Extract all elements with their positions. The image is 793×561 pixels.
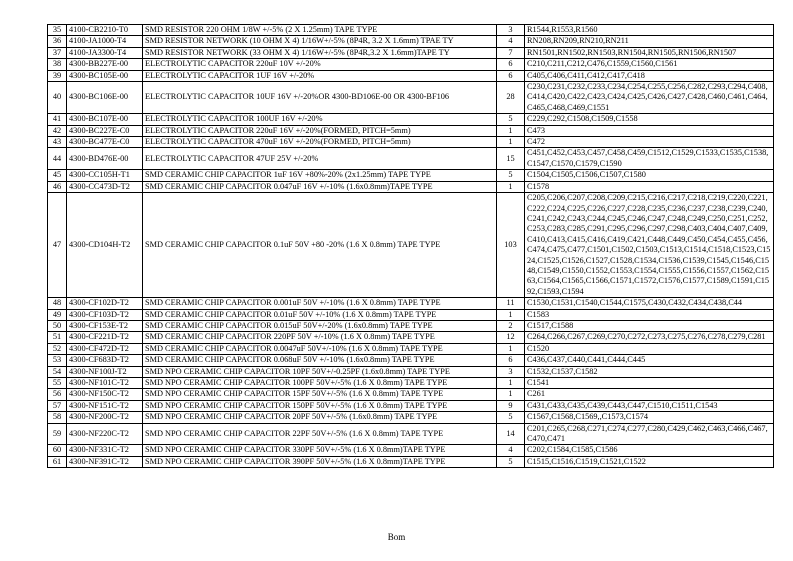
table-row bbox=[48, 298, 774, 309]
table-row bbox=[48, 320, 774, 331]
reference-designators-cell: C1567,C1568,C1569,,C1573,C1574 bbox=[525, 412, 774, 423]
table-row bbox=[48, 137, 774, 148]
table-row bbox=[48, 70, 774, 81]
description-cell: SMD NPO CERAMIC CHIP CAPACITOR 22PF 50V+/-5% (1.6 X 0.8mm) TAPE TYPE bbox=[143, 423, 497, 445]
reference-designators-cell: C1530,C1531,C1540,C1544,C1575,C430,C432,C434,C438,C44 bbox=[525, 298, 774, 309]
reference-designators-cell: C472 bbox=[525, 137, 774, 148]
item-number-cell: 48 bbox=[48, 298, 67, 309]
quantity-cell: 1 bbox=[497, 181, 525, 192]
table-row bbox=[48, 366, 774, 377]
description-cell: SMD NPO CERAMIC CHIP CAPACITOR 10PF 50V+/-0.25PF (1.6x0.8mm) TAPE TYPE bbox=[143, 366, 497, 377]
reference-designators-cell: C205,C206,C207,C208,C209,C215,C216,C217,C218,C219,C220,C221,C222,C224,C225,C226,C227,C228,C235,C236,C237,C238,C239,C240,C241,C242,C243,C244,C245,C246,C247,C248,C249,C250,C251,C252,C253,C283,C285,C291,C295,C296,C297,C298,C403,C404,C407,C409,C410,C413,C415,C416,C419,C421,C448,C449,C450,C454,C455,C456,C474,C475,C477,C1501,C1502,C1503,C1513,C1514,C1518,C1523,C1524,C1525,C1526,C1527,C1528,C1534,C1536,C1539,C1545,C1546,C1548,C1549,C1550,C1552,C1553,C1554,C1555,C1556,C1557,C1562,C1563,C1564,C1565,C1566,C1571,C1572,C1576,C1577,C1589,C1591,C1592,C1593,C1594 bbox=[525, 193, 774, 298]
page-footer: Bom bbox=[387, 532, 406, 542]
table-row bbox=[48, 389, 774, 400]
reference-designators-cell: C1583 bbox=[525, 309, 774, 320]
item-number-cell: 59 bbox=[48, 423, 67, 445]
reference-designators-cell: C451,C452,C453,C457,C458,C459,C1512,C1529,C1533,C1535,C1538,C1547,C1570,C1579,C1590 bbox=[525, 148, 774, 170]
description-cell: SMD CERAMIC CHIP CAPACITOR 220PF 50V +/-10% (1.6 X 0.8mm) TAPE TYPE bbox=[143, 332, 497, 343]
quantity-cell: 9 bbox=[497, 400, 525, 411]
description-cell: SMD CERAMIC CHIP CAPACITOR 0.068uF 50V +/-10% (1.6x0.8mm) TAPE TYPE bbox=[143, 355, 497, 366]
table-row bbox=[48, 355, 774, 366]
item-number-cell: 50 bbox=[48, 320, 67, 331]
table-row bbox=[48, 25, 774, 36]
quantity-cell: 12 bbox=[497, 332, 525, 343]
table-row bbox=[48, 47, 774, 58]
bom-table bbox=[47, 24, 774, 468]
quantity-cell: 28 bbox=[497, 82, 525, 114]
quantity-cell: 4 bbox=[497, 36, 525, 47]
quantity-cell: 11 bbox=[497, 298, 525, 309]
item-number-cell: 49 bbox=[48, 309, 67, 320]
quantity-cell: 2 bbox=[497, 320, 525, 331]
table-row bbox=[48, 170, 774, 181]
part-number-cell: 4300-NF151C-T2 bbox=[67, 400, 143, 411]
reference-designators-cell: C230,C231,C232,C233,C234,C254,C255,C256,C282,C293,C294,C408,C414,C420,C422,C423,C424,C425,C426,C427,C428,C460,C461,C464,C465,C468,C469,C1551 bbox=[525, 82, 774, 114]
description-cell: SMD CERAMIC CHIP CAPACITOR 1uF 16V +80%-20% (2x1.25mm) TAPE TYPE bbox=[143, 170, 497, 181]
description-cell: SMD CERAMIC CHIP CAPACITOR 0.047uF 16V +/-10% (1.6x0.8mm)TAPE TYPE bbox=[143, 181, 497, 192]
part-number-cell: 4300-CF221D-T2 bbox=[67, 332, 143, 343]
item-number-cell: 56 bbox=[48, 389, 67, 400]
description-cell: ELECTROLYTIC CAPACITOR 10UF 16V +/-20%OR 4300-BD106E-00 OR 4300-BF106 bbox=[143, 82, 497, 114]
description-cell: SMD CERAMIC CHIP CAPACITOR 0.0047uF 50V+/-10% (1.6 X 0.8mm) TAPE TYPE bbox=[143, 343, 497, 354]
part-number-cell: 4300-CF103D-T2 bbox=[67, 309, 143, 320]
description-cell: SMD CERAMIC CHIP CAPACITOR 0.1uF 50V +80 -20% (1.6 X 0.8mm) TAPE TYPE bbox=[143, 193, 497, 298]
item-number-cell: 53 bbox=[48, 355, 67, 366]
part-number-cell: 4300-BB227E-00 bbox=[67, 59, 143, 70]
reference-designators-cell: C264,C266,C267,C269,C270,C272,C273,C275,C276,C278,C279,C281 bbox=[525, 332, 774, 343]
part-number-cell: 4300-NF200C-T2 bbox=[67, 412, 143, 423]
description-cell: SMD RESISTOR NETWORK (10 OHM X 4) 1/16W+/-5% (8P4R, 3.2 X 1.6mm) TPAE TY bbox=[143, 36, 497, 47]
reference-designators-cell: C436,C437,C440,C441,C444,C445 bbox=[525, 355, 774, 366]
table-row bbox=[48, 400, 774, 411]
table-row bbox=[48, 59, 774, 70]
quantity-cell: 6 bbox=[497, 70, 525, 81]
table-row bbox=[48, 332, 774, 343]
item-number-cell: 43 bbox=[48, 137, 67, 148]
item-number-cell: 44 bbox=[48, 148, 67, 170]
item-number-cell: 38 bbox=[48, 59, 67, 70]
description-cell: ELECTROLYTIC CAPACITOR 220uF 10V +/-20% bbox=[143, 59, 497, 70]
description-cell: SMD NPO CERAMIC CHIP CAPACITOR 15PF 50V+/-5% (1.6 X 0.8mm) TAPE TYPE bbox=[143, 389, 497, 400]
quantity-cell: 3 bbox=[497, 25, 525, 36]
reference-designators-cell: C1532,C1537,C1582 bbox=[525, 366, 774, 377]
table-row bbox=[48, 412, 774, 423]
part-number-cell: 4300-BC106E-00 bbox=[67, 82, 143, 114]
item-number-cell: 47 bbox=[48, 193, 67, 298]
quantity-cell: 5 bbox=[497, 412, 525, 423]
part-number-cell: 4300-BD476E-00 bbox=[67, 148, 143, 170]
table-row bbox=[48, 148, 774, 170]
part-number-cell: 4300-BC477E-C0 bbox=[67, 137, 143, 148]
description-cell: ELECTROLYTIC CAPACITOR 47UF 25V +/-20% bbox=[143, 148, 497, 170]
description-cell: ELECTROLYTIC CAPACITOR 220uF 16V +/-20%(FORMED, PITCH=5mm) bbox=[143, 125, 497, 136]
reference-designators-cell: C431,C433,C435,C439,C443,C447,C1510,C1511,C1543 bbox=[525, 400, 774, 411]
part-number-cell: 4300-NF331C-T2 bbox=[67, 445, 143, 456]
quantity-cell: 7 bbox=[497, 47, 525, 58]
part-number-cell: 4300-NF101C-T2 bbox=[67, 378, 143, 389]
table-row bbox=[48, 193, 774, 298]
reference-designators-cell: R1544,R1553,R1560 bbox=[525, 25, 774, 36]
reference-designators-cell: C1541 bbox=[525, 378, 774, 389]
item-number-cell: 58 bbox=[48, 412, 67, 423]
reference-designators-cell: C261 bbox=[525, 389, 774, 400]
item-number-cell: 46 bbox=[48, 181, 67, 192]
item-number-cell: 40 bbox=[48, 82, 67, 114]
part-number-cell: 4300-CF153E-T2 bbox=[67, 320, 143, 331]
description-cell: SMD RESISTOR NETWORK (33 OHM X 4) 1/16W+/-5% (8P4R,3.2 X 1.6mm)TAPE TY bbox=[143, 47, 497, 58]
table-row bbox=[48, 309, 774, 320]
table-row bbox=[48, 125, 774, 136]
part-number-cell: 4300-CC105H-T1 bbox=[67, 170, 143, 181]
part-number-cell: 4300-NF150C-T2 bbox=[67, 389, 143, 400]
quantity-cell: 5 bbox=[497, 114, 525, 125]
quantity-cell: 4 bbox=[497, 445, 525, 456]
part-number-cell: 4300-NF100J-T2 bbox=[67, 366, 143, 377]
quantity-cell: 1 bbox=[497, 343, 525, 354]
quantity-cell: 1 bbox=[497, 389, 525, 400]
quantity-cell: 15 bbox=[497, 148, 525, 170]
description-cell: ELECTROLYTIC CAPACITOR 100UF 16V +/-20% bbox=[143, 114, 497, 125]
description-cell: SMD CERAMIC CHIP CAPACITOR 0.001uF 50V +/-10% (1.6 X 0.8mm) TAPE TYPE bbox=[143, 298, 497, 309]
reference-designators-cell: C1515,C1516,C1519,C1521,C1522 bbox=[525, 456, 774, 467]
part-number-cell: 4300-CF683D-T2 bbox=[67, 355, 143, 366]
reference-designators-cell: C405,C406,C411,C412,C417,C418 bbox=[525, 70, 774, 81]
description-cell: SMD NPO CERAMIC CHIP CAPACITOR 330PF 50V+/-5% (1.6 X 0.8mm)TAPE TYPE bbox=[143, 445, 497, 456]
part-number-cell: 4300-BC227E-C0 bbox=[67, 125, 143, 136]
reference-designators-cell: C1578 bbox=[525, 181, 774, 192]
item-number-cell: 54 bbox=[48, 366, 67, 377]
item-number-cell: 55 bbox=[48, 378, 67, 389]
description-cell: ELECTROLYTIC CAPACITOR 470uF 16V +/-20%(FORMED, PITCH=5mm) bbox=[143, 137, 497, 148]
description-cell: SMD RESISTOR 220 OHM 1/8W +/-5% (2 X 1.25mm) TAPE TYPE bbox=[143, 25, 497, 36]
item-number-cell: 57 bbox=[48, 400, 67, 411]
table-row bbox=[48, 181, 774, 192]
description-cell: SMD NPO CERAMIC CHIP CAPACITOR 100PF 50V+/-5% (1.6 X 0.8mm) TAPE TYPE bbox=[143, 378, 497, 389]
part-number-cell: 4300-NF220C-T2 bbox=[67, 423, 143, 445]
item-number-cell: 45 bbox=[48, 170, 67, 181]
table-row bbox=[48, 378, 774, 389]
part-number-cell: 4300-BC107E-00 bbox=[67, 114, 143, 125]
quantity-cell: 1 bbox=[497, 125, 525, 136]
bom-table-body bbox=[48, 25, 774, 468]
item-number-cell: 52 bbox=[48, 343, 67, 354]
table-row bbox=[48, 456, 774, 467]
description-cell: SMD NPO CERAMIC CHIP CAPACITOR 150PF 50V+/-5% (1.6 X 0.8mm) TAPE TYPE bbox=[143, 400, 497, 411]
reference-designators-cell: C473 bbox=[525, 125, 774, 136]
item-number-cell: 51 bbox=[48, 332, 67, 343]
reference-designators-cell: C229,C292,C1508,C1509,C1558 bbox=[525, 114, 774, 125]
item-number-cell: 36 bbox=[48, 36, 67, 47]
table-row bbox=[48, 343, 774, 354]
reference-designators-cell: RN1501,RN1502,RN1503,RN1504,RN1505,RN1506,RN1507 bbox=[525, 47, 774, 58]
quantity-cell: 103 bbox=[497, 193, 525, 298]
table-row bbox=[48, 445, 774, 456]
part-number-cell: 4100-JA3300-T4 bbox=[67, 47, 143, 58]
part-number-cell: 4300-CF102D-T2 bbox=[67, 298, 143, 309]
item-number-cell: 37 bbox=[48, 47, 67, 58]
quantity-cell: 6 bbox=[497, 355, 525, 366]
reference-designators-cell: C1504,C1505,C1506,C1507,C1580 bbox=[525, 170, 774, 181]
part-number-cell: 4100-CB2210-T0 bbox=[67, 25, 143, 36]
table-row bbox=[48, 82, 774, 114]
reference-designators-cell: RN208,RN209,RN210,RN211 bbox=[525, 36, 774, 47]
quantity-cell: 1 bbox=[497, 378, 525, 389]
quantity-cell: 1 bbox=[497, 309, 525, 320]
table-row bbox=[48, 114, 774, 125]
part-number-cell: 4100-JA1000-T4 bbox=[67, 36, 143, 47]
part-number-cell: 4300-CD104H-T2 bbox=[67, 193, 143, 298]
description-cell: SMD CERAMIC CHIP CAPACITOR 0.01uF 50V +/-10% (1.6 X 0.8mm) TAPE TYPE bbox=[143, 309, 497, 320]
item-number-cell: 42 bbox=[48, 125, 67, 136]
part-number-cell: 4300-NF391C-T2 bbox=[67, 456, 143, 467]
part-number-cell: 4300-CC473D-T2 bbox=[67, 181, 143, 192]
reference-designators-cell: C210,C211,C212,C476,C1559,C1560,C1561 bbox=[525, 59, 774, 70]
description-cell: SMD NPO CERAMIC CHIP CAPACITOR 390PF 50V+/-5% (1.6 X 0.8mm)TAPE TYPE bbox=[143, 456, 497, 467]
reference-designators-cell: C201,C265,C268,C271,C274,C277,C280,C429,C462,C463,C466,C467,C470,C471 bbox=[525, 423, 774, 445]
quantity-cell: 5 bbox=[497, 456, 525, 467]
reference-designators-cell: C1520 bbox=[525, 343, 774, 354]
quantity-cell: 6 bbox=[497, 59, 525, 70]
table-row bbox=[48, 423, 774, 445]
quantity-cell: 14 bbox=[497, 423, 525, 445]
item-number-cell: 61 bbox=[48, 456, 67, 467]
reference-designators-cell: C1517,C1588 bbox=[525, 320, 774, 331]
description-cell: SMD NPO CERAMIC CHIP CAPACITOR 20PF 50V+/-5% (1.6x0.8mm) TAPE TYPE bbox=[143, 412, 497, 423]
table-row bbox=[48, 36, 774, 47]
quantity-cell: 3 bbox=[497, 366, 525, 377]
quantity-cell: 5 bbox=[497, 170, 525, 181]
item-number-cell: 41 bbox=[48, 114, 67, 125]
quantity-cell: 1 bbox=[497, 137, 525, 148]
description-cell: ELECTROLYTIC CAPACITOR 1UF 16V +/-20% bbox=[143, 70, 497, 81]
item-number-cell: 60 bbox=[48, 445, 67, 456]
reference-designators-cell: C202,C1584,C1585,C1586 bbox=[525, 445, 774, 456]
description-cell: SMD CERAMIC CHIP CAPACITOR 0.015uF 50V+/-20% (1.6x0.8mm) TAPE TYPE bbox=[143, 320, 497, 331]
part-number-cell: 4300-BC105E-00 bbox=[67, 70, 143, 81]
part-number-cell: 4300-CF472D-T2 bbox=[67, 343, 143, 354]
item-number-cell: 35 bbox=[48, 25, 67, 36]
item-number-cell: 39 bbox=[48, 70, 67, 81]
